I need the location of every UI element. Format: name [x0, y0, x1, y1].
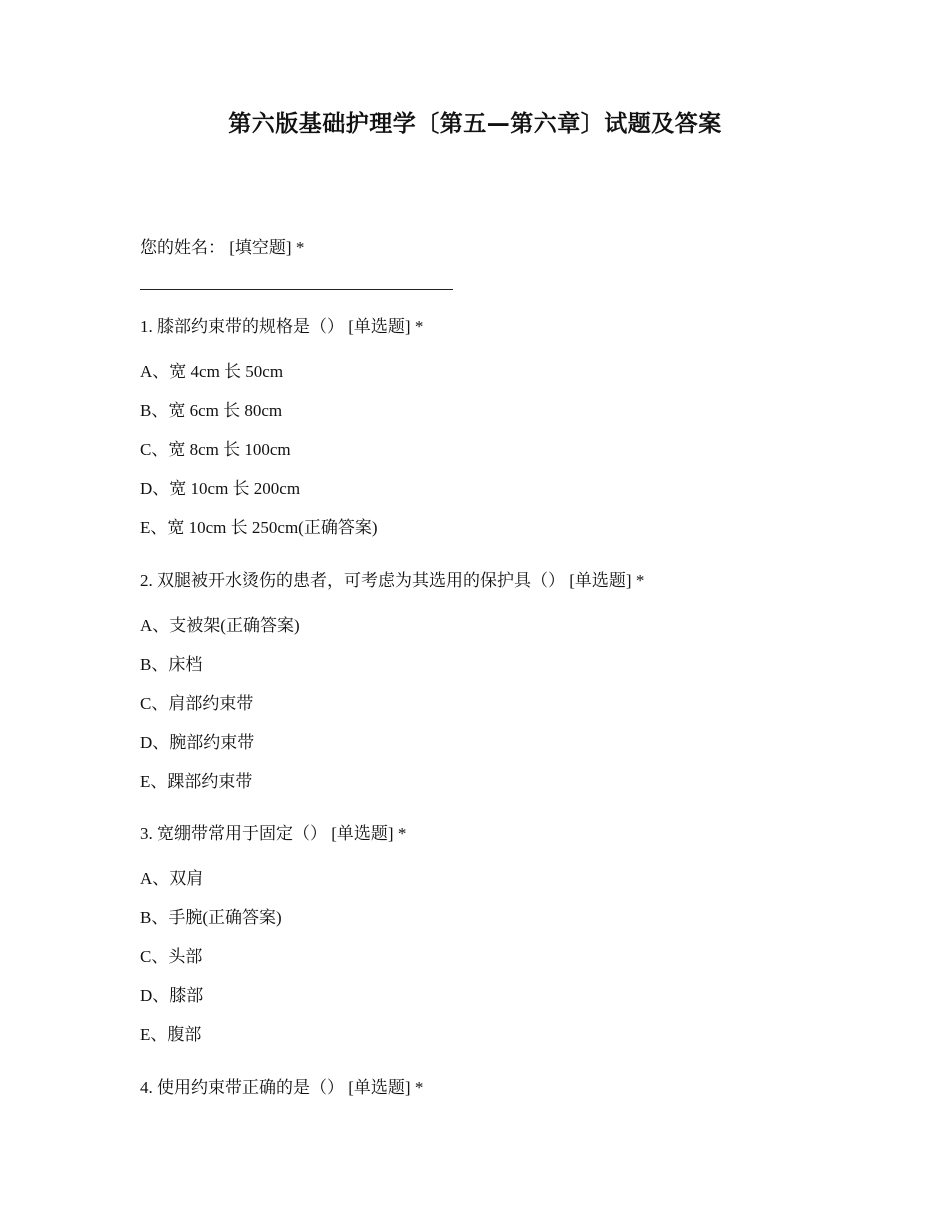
question-2-text: 2. 双腿被开水烫伤的患者，可考虑为其选用的保护具（） [单选题] *: [140, 571, 645, 590]
question-1-option-d[interactable]: D、宽 10cm 长 200cm: [140, 479, 301, 498]
name-answer-blank[interactable]: [140, 289, 453, 290]
question-2-option-a[interactable]: A、支被架(正确答案): [140, 616, 300, 635]
question-2-option-e[interactable]: E、踝部约束带: [140, 772, 253, 791]
name-field-label: 您的姓名： [填空题] *: [140, 238, 305, 257]
question-3-text: 3. 宽绷带常用于固定（） [单选题] *: [140, 824, 407, 843]
document-title: 第六版基础护理学〔第五—第六章〕试题及答案: [228, 111, 722, 137]
question-3-option-e[interactable]: E、腹部: [140, 1025, 202, 1044]
question-2-option-b[interactable]: B、床档: [140, 655, 203, 674]
question-3-option-b[interactable]: B、手腕(正确答案): [140, 908, 282, 927]
question-2-option-c[interactable]: C、肩部约束带: [140, 694, 254, 713]
question-2-option-d[interactable]: D、腕部约束带: [140, 733, 255, 752]
question-4-text: 4. 使用约束带正确的是（） [单选题] *: [140, 1078, 424, 1097]
question-1-option-c[interactable]: C、宽 8cm 长 100cm: [140, 440, 291, 459]
question-1-option-a[interactable]: A、宽 4cm 长 50cm: [140, 362, 284, 381]
question-1-option-b[interactable]: B、宽 6cm 长 80cm: [140, 401, 283, 420]
question-1-text: 1. 膝部约束带的规格是（） [单选题] *: [140, 317, 424, 336]
question-1-option-e[interactable]: E、宽 10cm 长 250cm(正确答案): [140, 518, 378, 537]
question-3-option-d[interactable]: D、膝部: [140, 986, 204, 1005]
question-3-option-a[interactable]: A、双肩: [140, 869, 204, 888]
question-3-option-c[interactable]: C、头部: [140, 947, 203, 966]
